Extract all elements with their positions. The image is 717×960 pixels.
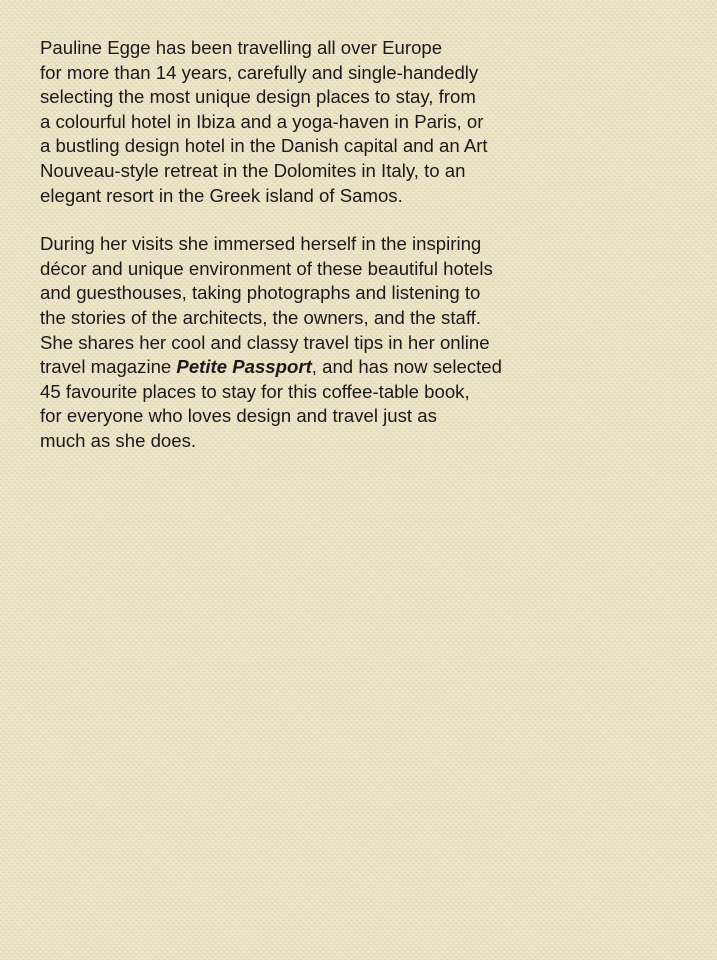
text-line: elegant resort in the Greek island of Samos. (40, 184, 403, 206)
book-text-page (40, 36, 680, 478)
text-line: 45 favourite places to stay for this coffee-table book, (40, 380, 470, 402)
text-line: selecting the most unique design places to stay, from (40, 86, 476, 108)
text-line: the stories of the architects, the owners, and the staff. (40, 306, 481, 328)
intro-paragraph (40, 36, 680, 208)
text-line: a colourful hotel in Ibiza and a yoga-haven in Paris, or (40, 110, 484, 132)
magazine-line-before: travel magazine (40, 356, 177, 378)
magazine-line (40, 355, 680, 380)
text-line: décor and unique environment of these beautiful hotels (40, 257, 493, 279)
magazine-title: Petite Passport (176, 356, 312, 378)
visits-paragraph (40, 232, 680, 453)
text-line: for everyone who loves design and travel just as (40, 405, 437, 427)
text-line: a bustling design hotel in the Danish capital and an Art (40, 135, 488, 157)
text-line: Pauline Egge has been travelling all over Europe (40, 37, 443, 58)
text-line: Nouveau-style retreat in the Dolomites in Italy, to an (40, 159, 466, 181)
magazine-line-after: , and has now selected (311, 356, 502, 378)
text-line: and guesthouses, taking photographs and listening to (40, 282, 481, 304)
text-line: She shares her cool and classy travel tips in her online (40, 331, 490, 353)
text-line: much as she does. (40, 429, 197, 451)
text-line: During her visits she immersed herself in the inspiring (40, 233, 482, 255)
text-line: for more than 14 years, carefully and single-handedly (40, 61, 479, 83)
